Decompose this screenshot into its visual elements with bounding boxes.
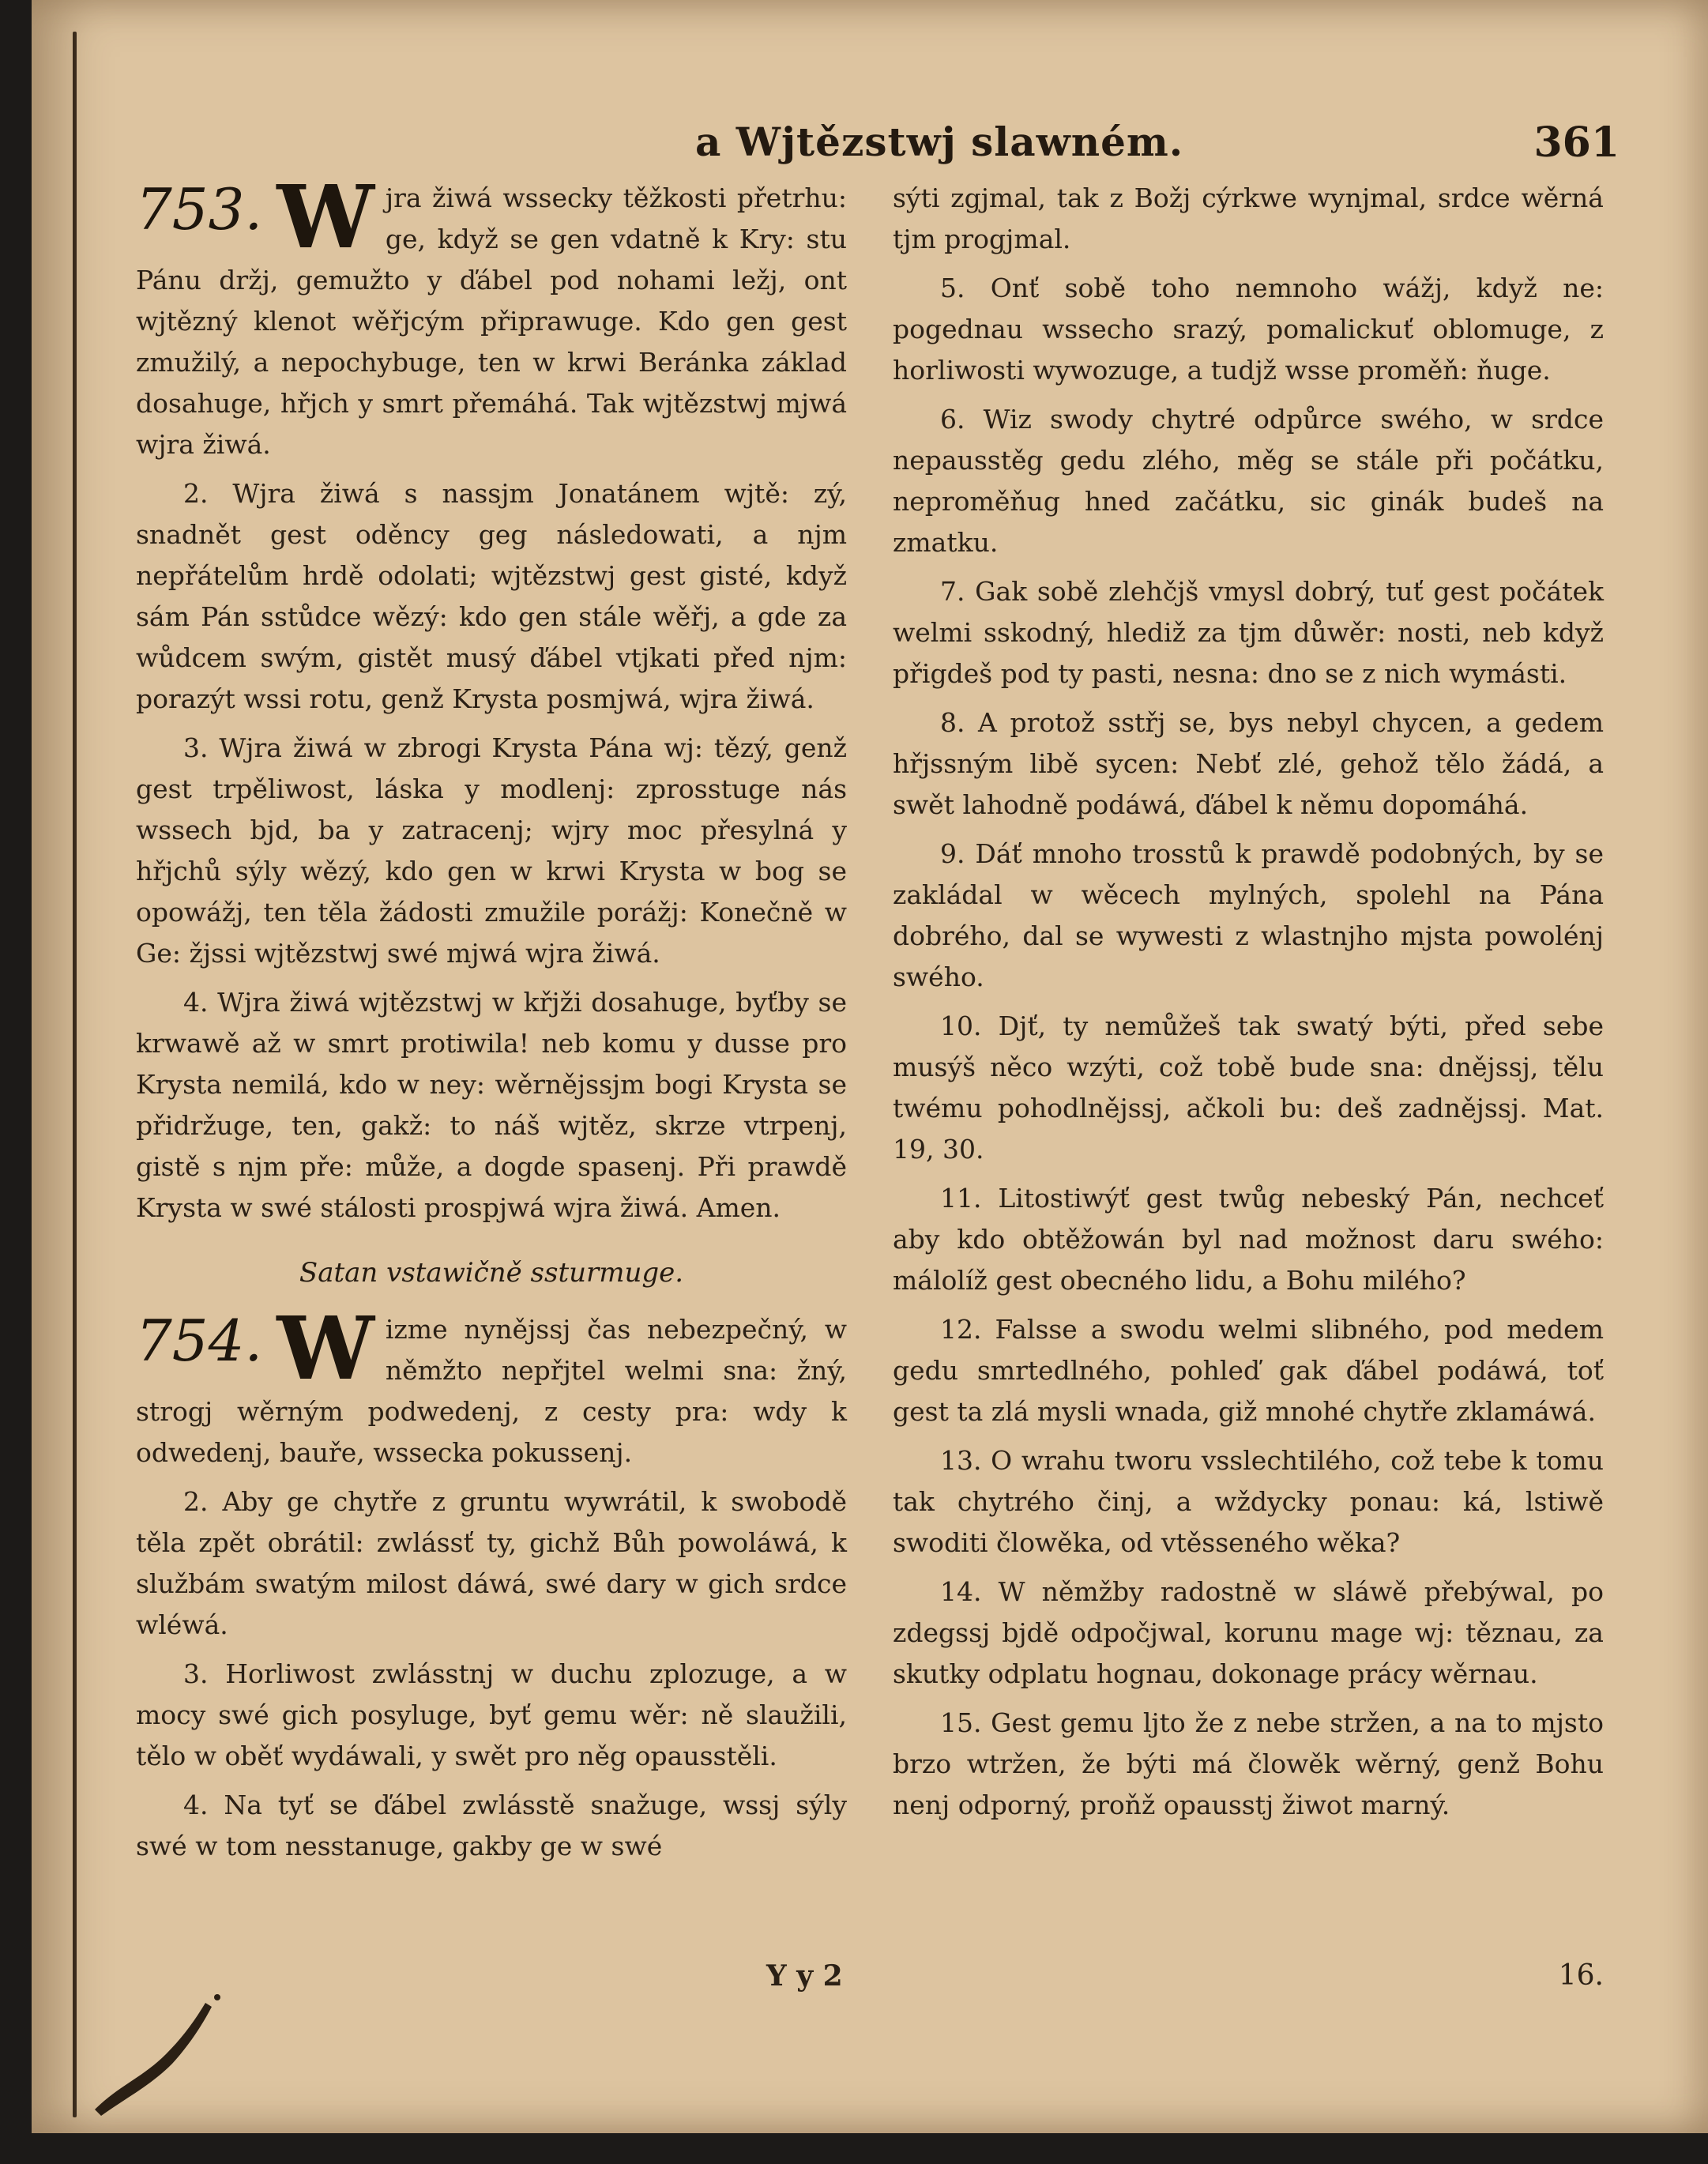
- hymn-number: 754.: [136, 1308, 263, 1374]
- footer-line: [766, 1959, 1604, 2007]
- verse: 9. Dáť mnoho trosstů k prawdě podobných, by se zakládal w wěcech mylných, spolehl na Pána dobrého, dal se wywesti z wlastnjho mjsta powolénj swého.: [893, 838, 1604, 992]
- signature-mark: Y y 2: [766, 1959, 843, 1993]
- verse: 3. Wjra žiwá w zbrogi Krysta Pána wj: tězý, genž gest trpěliwost, láska y modlenj: zprosstuge nás wssech bjd, ba y zatracenj; wjry moc přesylná y hřjchů sýly wězý, kdo gen w krwi Krysta w bog se opowážj, ten těla žádosti zmužile porážj: Konečně w Ge: žjssi wjtězstwj swé mjwá wjra žiwá.: [136, 732, 847, 969]
- verse: 12. Falsse a swodu welmi slibného, pod medem gedu smrtedlného, pohleď gak ďábel podáwá, toť gest ta zlá mysli wnada, giž mnohé chytře zklamáwá.: [893, 1314, 1604, 1427]
- verse: 7. Gak sobě zlehčjš vmysl dobrý, tuť gest počátek welmi sskodný, hlediž za tjm důwěr: nosti, neb když přigdeš pod ty pasti, nesna: dno se z nich wymásti.: [893, 576, 1604, 689]
- verse: 15. Gest gemu ljto že z nebe stržen, a na to mjsto brzo wtržen, že býti má člowěk wěrný, genž Bohu nenj odporný, proňž opausstj žiwot marný.: [893, 1707, 1604, 1820]
- book-page: [32, 0, 1708, 2133]
- verse: 4. Na tyť se ďábel zwlásstě snažuge, wssj sýly swé w tom nesstanuge, gakby ge w swé: [136, 1790, 847, 1861]
- catchword: 16.: [1558, 1959, 1604, 1992]
- verse: 11. Litostiwýť gest twůg nebeský Pán, nechceť aby kdo obtěžowán byl nad možnost daru swého: málolíž gest obecného lidu, a Bohu milého?: [893, 1183, 1604, 1296]
- dropcap: W: [277, 166, 374, 268]
- verse: 5. Onť sobě toho nemnoho wážj, když ne: pogednau wssecho srazý, pomalickuť oblomuge, z horliwosti wywozuge, a tudjž wsse proměň: ňuge.: [893, 273, 1604, 386]
- hymn-title: Satan vstawičně ssturmuge.: [299, 1257, 684, 1289]
- hymn-number: 753.: [136, 176, 263, 243]
- verse-text: jra žiwá wssecky těžkosti přetrhu: ge, když se gen vdatně k Kry: stu Pánu držj, gemužto y ďábel pod nohami ležj, ont wjtězný klenot wěřjcým připrawuge. Kdo gen gest zmužilý, a nepochybuge, ten w krwi Beránka základ dosahuge, hřjch y smrt přemáhá. Tak wjtězstwj mjwá wjra žiwá.: [136, 183, 847, 460]
- page-number: 361: [1533, 119, 1620, 167]
- verse: 8. A protož sstřj se, bys nebyl chycen, a gedem hřjssným libě sycen: Nebť zlé, gehož tělo žádá, a swět lahodně podáwá, ďábel k němu dopomáhá.: [893, 707, 1604, 820]
- running-title: a Wjtězstwj slawném.: [695, 119, 1184, 165]
- verse-continuation: sýti zgjmal, tak z Božj cýrkwe wynjmal, srdce wěrná tjm progjmal.: [893, 183, 1604, 254]
- verse-text: izme nynějssj čas nebezpečný, w němžto nepřjtel welmi sna: žný, strogj wěrným podwedenj, z cesty pra: wdy k odwedenj, bauře, wssecka pokussenj.: [136, 1314, 847, 1468]
- verse: 3. Horliwost zwlásstnj w duchu zplozuge, a w mocy swé gich posyluge, byť gemu wěr: ně slaužili, tělo w oběť wydáwali, y swět pro něg opausstěli.: [136, 1658, 847, 1771]
- left-column: [136, 166, 847, 1875]
- verse: 10. Djť, ty nemůžeš tak swatý býti, před sebe musýš něco wzýti, což tobě bude sna: dnějssj, tělu twému pohodlnějssj, ačkoli bu: deš zadnějssj. Mat. 19, 30.: [893, 1010, 1604, 1165]
- hymn-754-opening: [136, 1297, 847, 1473]
- verse: 13. O wrahu tworu vsslechtilého, což tebe k tomu tak chytrého činj, a wždycky ponau: ká, lstiwě swoditi člowěka, od vtěsseného wěka?: [893, 1445, 1604, 1558]
- binding-gutter: [73, 32, 77, 2117]
- hymn-753-opening: [136, 166, 847, 465]
- verse: 14. W němžby radostně w sláwě přebýwal, po zdegssj bjdě odpočjwal, korunu mage wj: těznau, za skutky odplatu hognau, dokonage prácy wěrnau.: [893, 1576, 1604, 1689]
- verse: 6. Wiz swody chytré odpůrce swého, w srdce nepausstěg gedu zlého, měg se stále při počátku, neproměňug hned začátku, sic ginák budeš na zmatku.: [893, 404, 1604, 558]
- right-column: [893, 178, 1604, 1834]
- verse: 2. Wjra žiwá s nassjm Jonatánem wjtě: zý, snadnět gest oděncy geg následowati, a njm nepřátelům hrdě odolati; wjtězstwj gest gisté, když sám Pán sstůdce wězý: kdo gen stále wěřj, a gde za wůdcem swým, gistět musý ďábel vtjkati před njm: porazýt wssi rotu, genž Krysta posmjwá, wjra žiwá.: [136, 478, 847, 714]
- verse: 2. Aby ge chytře z gruntu wywrátil, k swobodě těla zpět obrátil: zwlássť ty, gichž Bůh powoláwá, k službám swatým milost dáwá, swé dary w gich srdce wléwá.: [136, 1486, 847, 1640]
- verse: 4. Wjra žiwá wjtězstwj w křjži dosahuge, byťby se krwawě až w smrt protiwila! neb komu y dusse pro Krysta nemilá, kdo w ney: wěrnějssjm bogi Krysta se přidržuge, ten, gakž: to náš wjtěz, skrze vtrpenj, gistě s njm pře: může, a dogde spasenj. Při prawdě Krysta w swé stálosti prospjwá wjra žiwá. Amen.: [136, 987, 847, 1223]
- dropcap: W: [277, 1297, 374, 1399]
- ink-stain-mark: [87, 1991, 229, 2117]
